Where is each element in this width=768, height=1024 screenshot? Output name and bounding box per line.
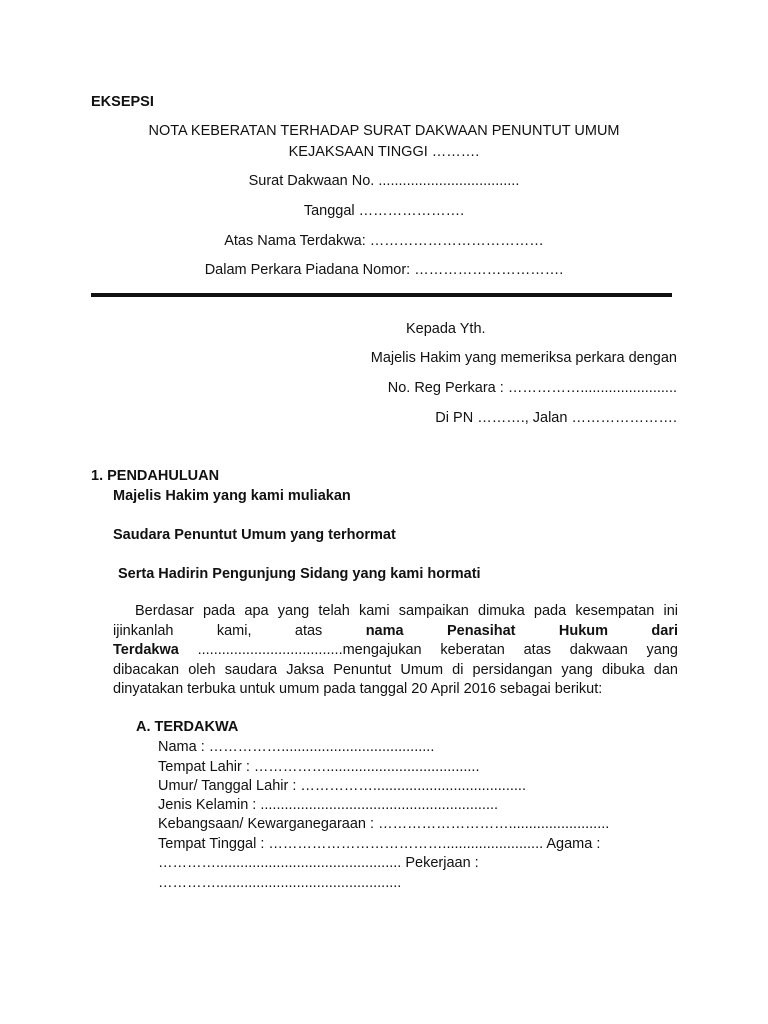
paragraph-bold-text: Terdakwa bbox=[113, 642, 179, 658]
greeting-hadirin: Serta Hadirin Pengunjung Sidang yang kami hormati bbox=[118, 566, 481, 582]
field-umur: Umur/ Tanggal Lahir : ……………...................................... bbox=[158, 778, 526, 794]
field-pekerjaan: ………….............................................. Pekerjaan : bbox=[158, 855, 479, 871]
field-kebangsaan: Kebangsaan/ Kewarganegaraan : ………………………......................... bbox=[158, 816, 610, 832]
field-jenis-kelamin: Jenis Kelamin : ........................................................... bbox=[158, 797, 499, 813]
nomor-perkara-field: Dalam Perkara Piadana Nomor: …………………………. bbox=[204, 262, 564, 278]
document-title-line1: NOTA KEBERATAN TERHADAP SURAT DAKWAAN PENUNTUT UMUM bbox=[148, 123, 620, 139]
document-title-line2: KEJAKSAAN TINGGI ………. bbox=[288, 144, 480, 160]
address-kepada: Kepada Yth. bbox=[406, 321, 486, 337]
field-tempat-tinggal: Tempat Tinggal : ………………………………......................... Agama : bbox=[158, 836, 601, 852]
paragraph-bold-text: nama Penasihat Hukum dari bbox=[365, 623, 679, 639]
paragraph-line2 bbox=[113, 622, 678, 642]
surat-dakwaan-field: Surat Dakwaan No. ................................... bbox=[248, 173, 520, 189]
field-tempat-lahir: Tempat Lahir : ……………...................................... bbox=[158, 759, 480, 775]
field-nama: Nama : ……………...................................... bbox=[158, 739, 435, 755]
paragraph-text: ijinkanlah kami, atas bbox=[113, 623, 366, 639]
greeting-majelis: Majelis Hakim yang kami muliakan bbox=[113, 488, 351, 504]
field-continuation: ………….............................................. bbox=[158, 875, 402, 891]
tanggal-field: Tanggal …………………. bbox=[303, 203, 465, 219]
atas-nama-terdakwa-field: Atas Nama Terdakwa: ……………………………… bbox=[224, 233, 544, 249]
paragraph-line5: dinyatakan terbuka untuk umum pada tanggal 20 April 2016 sebagai berikut: bbox=[113, 681, 603, 697]
address-noreg: No. Reg Perkara : ……………........................ bbox=[387, 380, 677, 396]
address-majelis: Majelis Hakim yang memeriksa perkara dengan bbox=[370, 350, 677, 366]
header-divider bbox=[91, 293, 672, 297]
greeting-penuntut: Saudara Penuntut Umum yang terhormat bbox=[113, 527, 396, 543]
section-heading: 1. PENDAHULUAN bbox=[91, 468, 220, 484]
address-pengadilan: Di PN ………., Jalan …………………. bbox=[435, 410, 677, 426]
paragraph-text: ....................................mengajukan keberatan atas dakwaan yang bbox=[178, 642, 678, 658]
paragraph-line1: Berdasar pada apa yang telah kami sampaikan dimuka pada kesempatan ini bbox=[135, 603, 678, 619]
subsection-heading: A. TERDAKWA bbox=[136, 719, 239, 735]
paragraph-line4: dibacakan oleh saudara Jaksa Penuntut Umum di persidangan yang dibuka dan bbox=[113, 662, 678, 678]
document-label: EKSEPSI bbox=[91, 94, 154, 110]
paragraph-line3 bbox=[113, 641, 678, 661]
